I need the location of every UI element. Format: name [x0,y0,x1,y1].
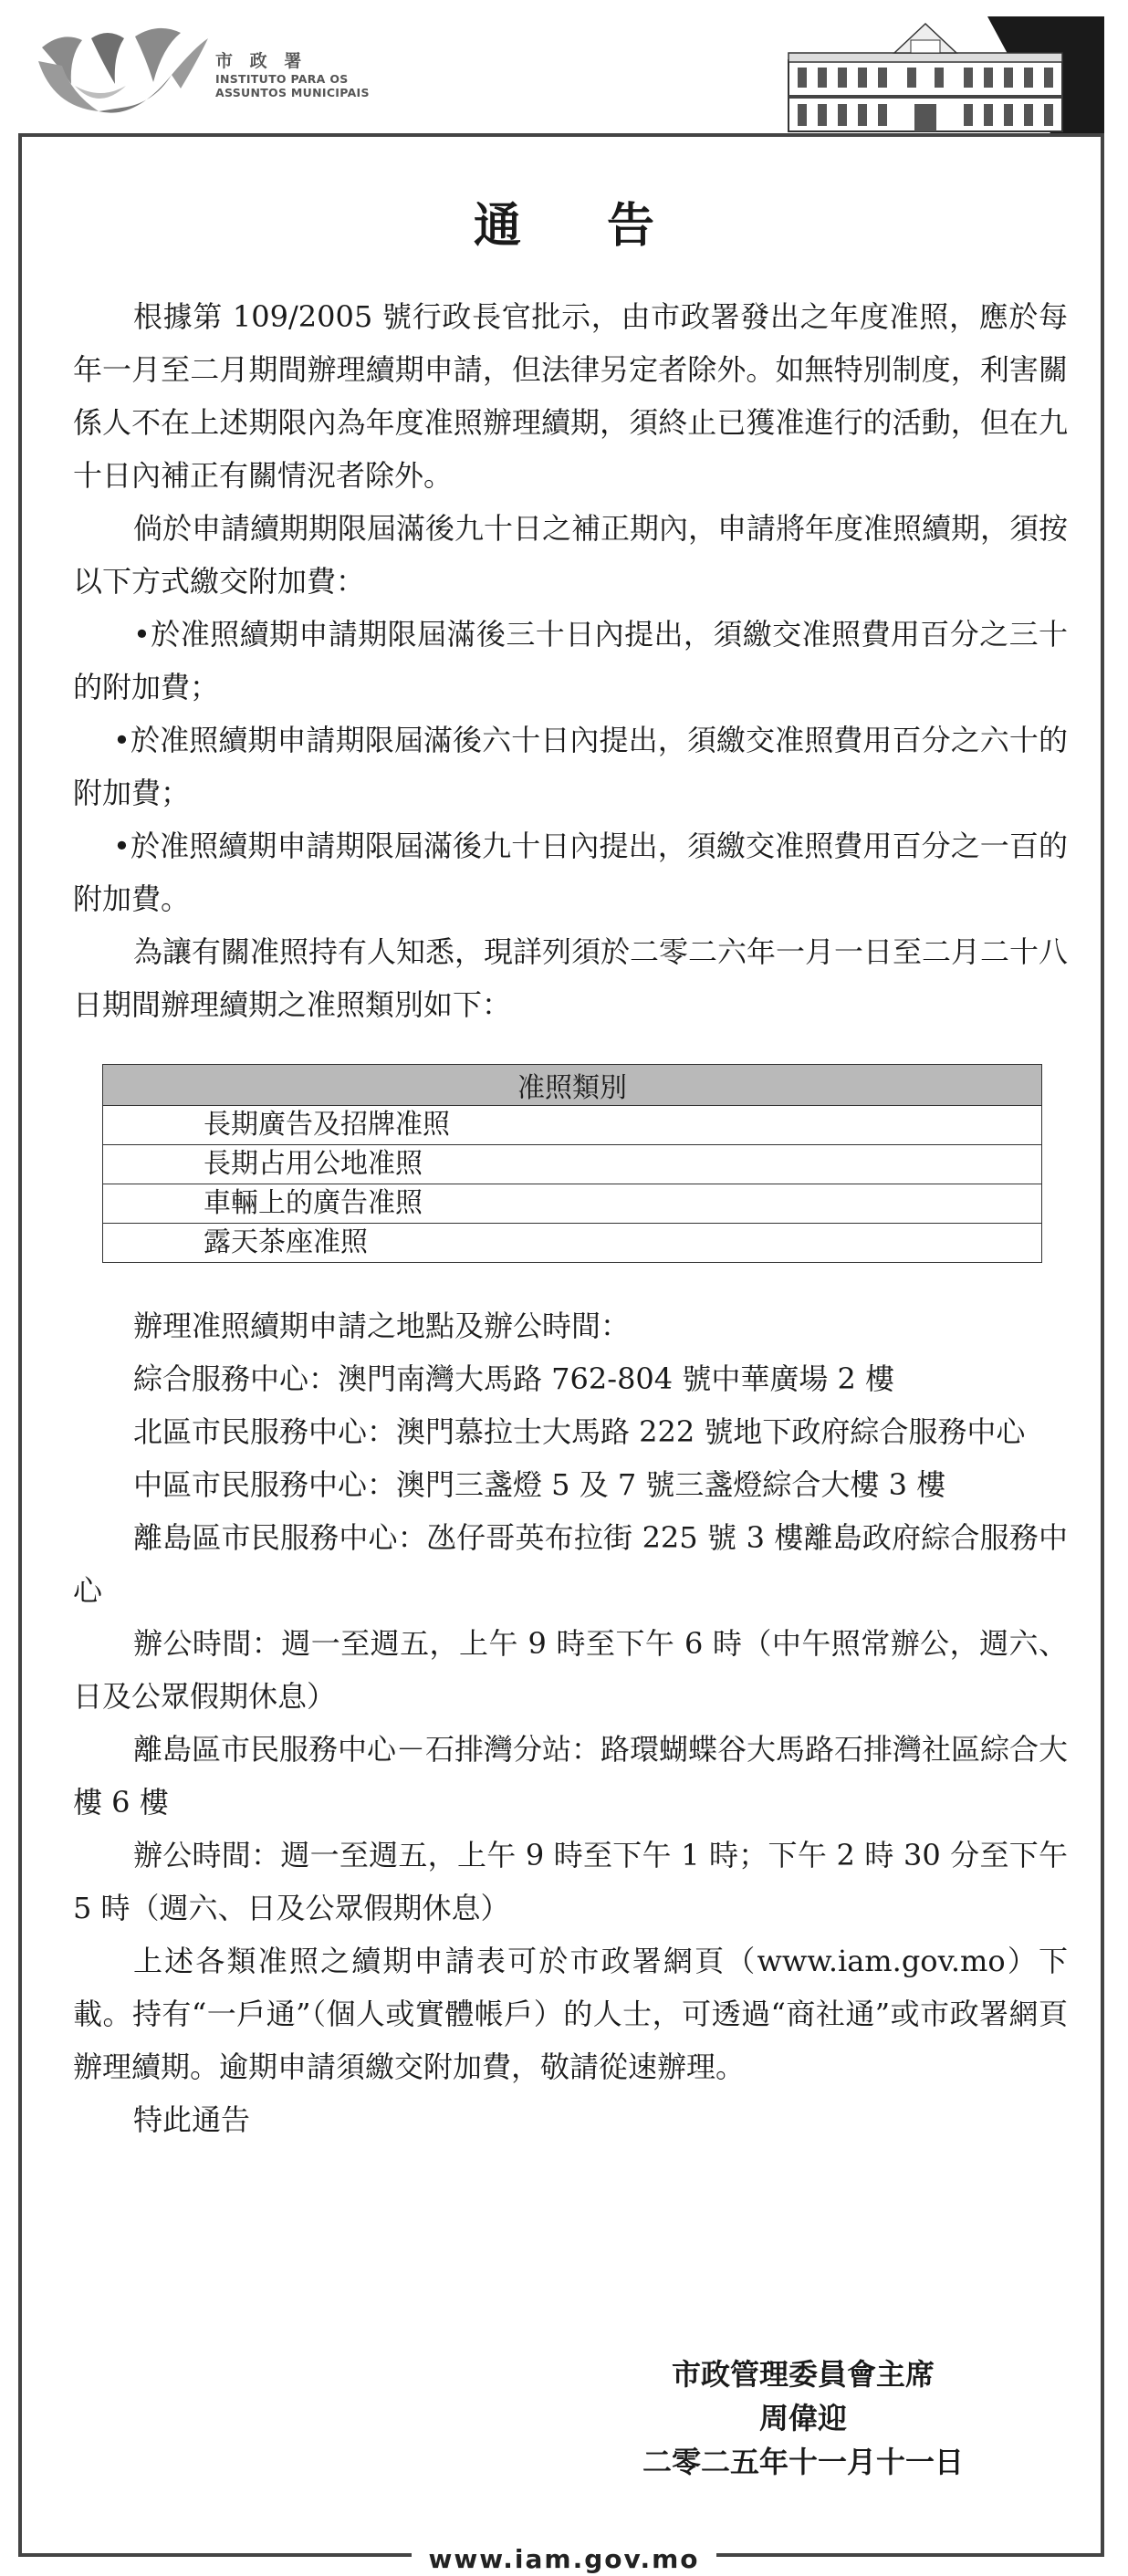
municipal-building-icon [778,16,1104,135]
service-centre-islands: 離島區市民服務中心：氹仔哥英布拉街 225 號 3 樓離島政府綜合服務中心 [73,1520,1068,1608]
surcharge-item-30: •於准照續期申請期限屆滿後三十日內提出，須繳交准照費用百分之三十的附加費； [73,617,1068,704]
table-cell: 露天茶座准照 [103,1224,1042,1263]
licence-category-table [102,1064,1042,1263]
institute-name-pt-line1: INSTITUTO PARA OS [215,72,349,86]
table-row [103,1106,1042,1145]
table-row [103,1224,1042,1263]
office-hours-2: 辦公時間：週一至週五，上午 9 時至下午 1 時；下午 2 時 30 分至下午 5 時（週六、日及公眾假期休息） [73,1838,1068,1925]
footer [0,2544,1128,2574]
table-header-row [103,1065,1042,1106]
signatory-title: 市政管理委員會主席 [671,2357,935,2392]
signatory-name: 周偉迎 [758,2401,847,2435]
institute-name-cn: 市 政 署 [215,51,308,71]
institute-name-pt-line2: ASSUNTOS MUNICIPAIS [215,86,370,99]
service-centre-seac-pai-van: 離島區市民服務中心－石排灣分站：路環蝴蝶谷大馬路石排灣社區綜合大樓 6 樓 [73,1732,1069,1820]
service-location-heading: 辦理准照續期申請之地點及辦公時間： [133,1309,631,1343]
table-cell: 長期廣告及招牌准照 [103,1106,1042,1145]
paragraph-2: 倘於申請續期期限屆滿後九十日之補正期內，申請將年度准照續期，須按以下方式繳交附加費： [73,511,1069,599]
website-url: www.iam.gov.mo [412,2544,715,2574]
page-header [0,0,1128,137]
office-hours-1: 辦公時間：週一至週五，上午 9 時至下午 6 時（中午照常辦公，週六、日及公眾假期休息） [73,1626,1068,1714]
service-centre-main: 綜合服務中心：澳門南灣大馬路 762-804 號中華廣場 2 樓 [133,1361,895,1396]
institute-name [215,47,370,99]
surcharge-item-60: •於准照續期申請期限屆滿後六十日內提出，須繳交准照費用百分之六十的附加費； [73,723,1068,810]
surcharge-item-100: •於准照續期申請期限屆滿後九十日內提出，須繳交准照費用百分之一百的附加費。 [73,829,1068,916]
table-row [103,1145,1042,1184]
service-info [73,1299,1068,2146]
service-centre-central: 中區市民服務中心：澳門三盞燈 5 及 7 號三盞燈綜合大樓 3 樓 [133,1467,946,1502]
table-row [103,1184,1042,1224]
table-cell: 車輛上的廣告准照 [103,1184,1042,1224]
table-cell: 長期占用公地准照 [103,1145,1042,1184]
table-header-cell: 准照類別 [103,1065,1042,1106]
application-form-info: 上述各類准照之續期申請表可於市政署網頁（www.iam.gov.mo）下載。持有“一戶通”（個人或實體帳戶）的人士，可透過“商社通”或市政署網頁辦理續期。逾期申請須繳交附加費，敬請從速辦理。 [73,1944,1068,2084]
iam-logo-icon [35,20,213,125]
closing-statement: 特此通告 [133,2102,251,2137]
notice-date: 二零二五年十一月十一日 [642,2445,964,2479]
paragraph-licence-list-intro: 為讓有關准照持有人知悉，現詳列須於二零二六年一月一日至二月二十八日期間辦理續期之准照類別如下： [73,934,1069,1022]
notice-body [73,290,1068,1031]
paragraph-1: 根據第 109/2005 號行政長官批示，由市政署發出之年度准照，應於每年一月至二月期間辦理續期申請，但法律另定者除外。如無特別制度，利害關係人不在上述期限內為年度准照辦理續期，須終止已獲准進行的活動，但在九十日內補正有關情況者除外。 [73,299,1068,493]
service-centre-north: 北區市民服務中心：澳門慕拉士大馬路 222 號地下政府綜合服務中心 [133,1414,1026,1449]
notice-title: 通 告 [473,198,690,254]
